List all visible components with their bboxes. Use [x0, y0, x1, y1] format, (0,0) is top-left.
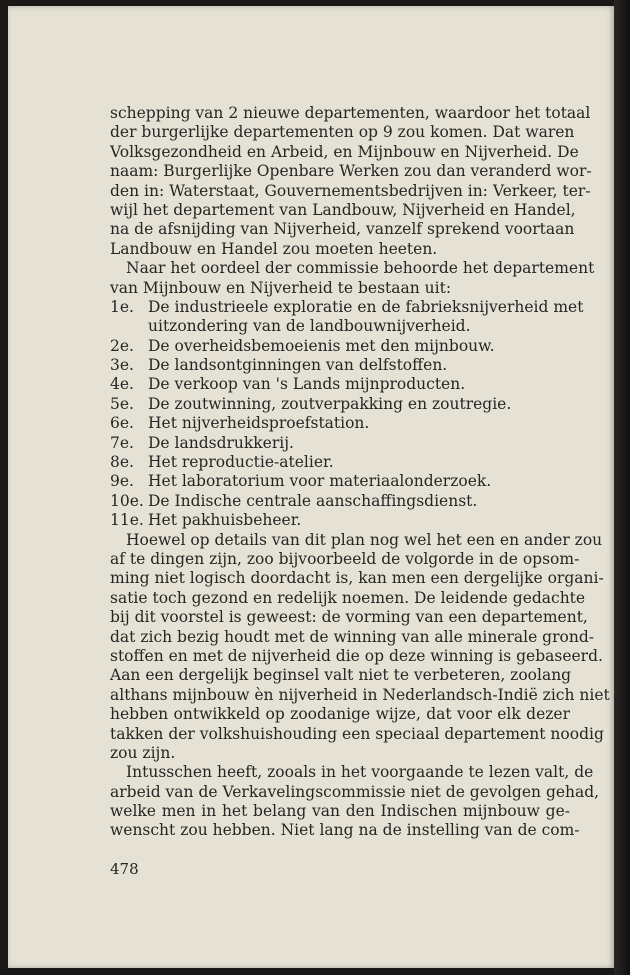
list-item — [110, 395, 570, 414]
book-page — [8, 6, 614, 968]
text-line: arbeid van de Verkavelingscommissie niet de gevolgen gehad, — [110, 782, 600, 801]
list-item-continuation: uitzondering van de landbouwnijverheid. — [148, 317, 471, 336]
body-text — [110, 104, 610, 841]
list-item — [110, 375, 570, 394]
list-text: De verkoop van 's Lands mijnproducten. — [148, 375, 466, 394]
list-text: De landsdrukkerij. — [148, 433, 294, 452]
list-text: De Indische centrale aanschaffingsdienst. — [148, 491, 478, 510]
list-text: Het pakhuisbeheer. — [148, 511, 302, 530]
text-line: satie toch gezond en redelijk noemen. De leidende gedachte — [110, 588, 586, 607]
list-item — [110, 472, 570, 491]
list-number: 6e. — [110, 414, 134, 433]
text-line: ming niet logisch doordacht is, kan men een dergelijke organi- — [110, 569, 604, 588]
list-number: 3e. — [110, 356, 134, 375]
text-line: welke men in het belang van den Indischen mijnbouw ge- — [110, 802, 570, 821]
list-number: 4e. — [110, 375, 134, 394]
paragraph-4 — [110, 763, 600, 841]
text-line: zou zijn. — [110, 743, 176, 762]
list-item — [110, 337, 570, 356]
text-line: dat zich bezig houdt met de winning van alle minerale grond- — [110, 627, 594, 646]
list-item — [110, 434, 570, 453]
text-line: van Mijnbouw en Nijverheid te bestaan uit: — [110, 278, 452, 297]
list-number: 10e. — [110, 491, 144, 510]
text-line: af te dingen zijn, zoo bijvoorbeeld de volgorde in de opsom- — [110, 549, 580, 568]
list-item — [110, 453, 570, 472]
text-line: bij dit voorstel is geweest: de vorming van een departement, — [110, 608, 588, 627]
list-text: De landsontginningen van delfstoffen. — [148, 356, 448, 375]
text-line: wenscht zou hebben. Niet lang na de instelling van de com- — [110, 821, 580, 840]
text-line: stoffen en met de nijverheid die op deze winning is gebaseerd. — [110, 646, 603, 665]
list-item — [110, 356, 570, 375]
text-line: althans mijnbouw èn nijverheid in Nederlandsch-Indië zich niet — [110, 685, 610, 704]
text-line: wijl het departement van Landbouw, Nijverheid en Handel, — [110, 200, 576, 219]
list-text: De overheidsbemoeienis met den mijnbouw. — [148, 336, 495, 355]
text-line: hebben ontwikkeld op zoodanige wijze, dat voor elk dezer — [110, 705, 570, 724]
list-text: De zoutwinning, zoutverpakking en zoutregie. — [148, 394, 512, 413]
text-line: Landbouw en Handel zou moeten heeten. — [110, 239, 438, 258]
list-item — [110, 297, 584, 317]
list-text: Het reproductie-atelier. — [148, 453, 334, 472]
text-line: na de afsnijding van Nijverheid, vanzelf sprekend voortaan — [110, 220, 575, 239]
paragraph-1 — [110, 104, 592, 259]
list-item — [110, 492, 570, 511]
page-number: 478 — [110, 860, 139, 878]
paragraph-3 — [110, 530, 610, 764]
list-number: 5e. — [110, 394, 134, 413]
list-number: 2e. — [110, 336, 134, 355]
text-line: Hoewel op details van dit plan nog wel het een en ander zou — [126, 530, 603, 549]
text-line: Intusschen heeft, zooals in het voorgaande te lezen valt, de — [126, 763, 594, 782]
book-edge — [614, 0, 630, 975]
list-number: 11e. — [110, 511, 144, 530]
text-line: Aan een dergelijk beginsel valt niet te verbeteren, zoolang — [110, 666, 572, 685]
text-line: den in: Waterstaat, Gouvernementsbedrijven in: Verkeer, ter- — [110, 181, 591, 200]
list-number: 7e. — [110, 433, 134, 452]
list-number: 9e. — [110, 472, 134, 491]
paragraph-2 — [110, 259, 595, 298]
list-text: Het nijverheidsproefstation. — [148, 414, 370, 433]
list-item — [110, 511, 570, 530]
text-line: schepping van 2 nieuwe departementen, waardoor het totaal — [110, 104, 591, 122]
text-line: takken der volkshuishouding een speciaal departement noodig — [110, 724, 604, 743]
list-number: 1e. — [110, 297, 134, 316]
text-line: der burgerlijke departementen op 9 zou komen. Dat waren — [110, 123, 575, 142]
list-item — [110, 414, 570, 433]
list-text: De industrieele exploratie en de fabrieksnijverheid met — [148, 297, 584, 316]
text-line: naam: Burgerlijke Openbare Werken zou dan veranderd wor- — [110, 162, 592, 181]
list-number: 8e. — [110, 453, 134, 472]
numbered-list — [110, 297, 584, 531]
text-line: Naar het oordeel der commissie behoorde het departement — [126, 259, 595, 278]
list-text: Het laboratorium voor materiaalonderzoek. — [148, 472, 492, 491]
text-line: Volksgezondheid en Arbeid, en Mijnbouw en Nijverheid. De — [110, 142, 579, 161]
